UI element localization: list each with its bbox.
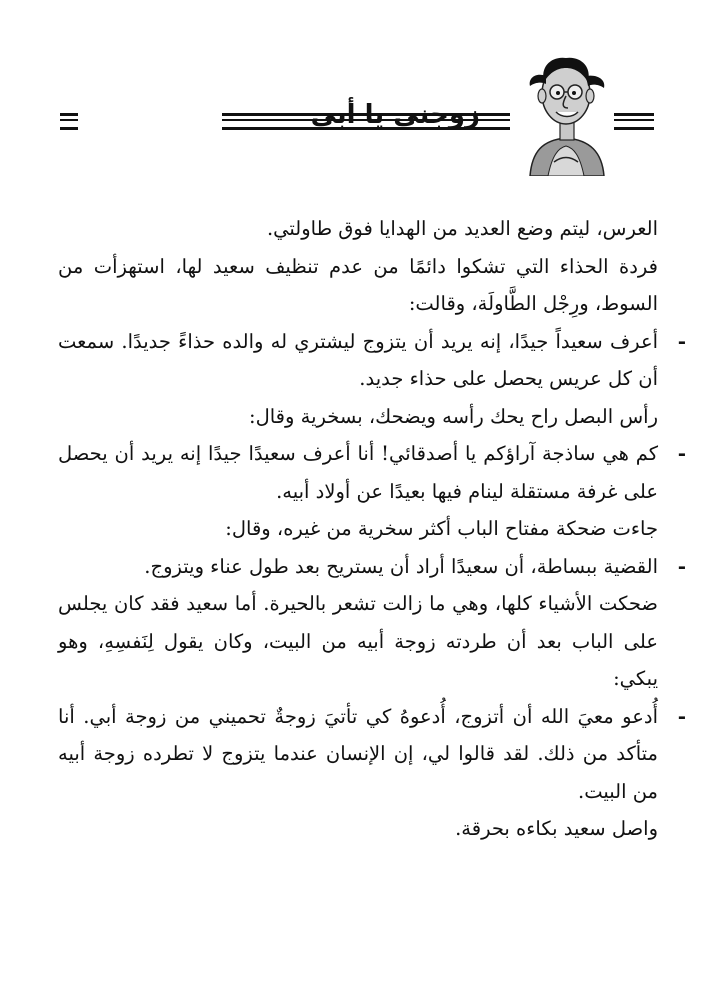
bullet-dash: - [677,553,686,578]
dialogue-item [58,435,686,510]
paragraph: رأس البصل راح يحك رأسه ويضحك، بسخرية وقال: [249,404,658,428]
cartoon-character-illustration [518,52,614,176]
paragraph: ضحكت الأشياء كلها، وهي ما زالت تشعر بالحيرة. أما سعيد فقد كان يجلس على الباب بعد أن طردته زوجة أبيه من البيت، وكان يقول لِنَفسِهِ، وهو يبكي: [58,592,658,690]
story-text [58,210,686,848]
header-rule-right [614,113,654,130]
page-header [0,0,720,200]
paragraph: واصل سعيد بكاءه بحرقة. [455,817,658,840]
dialogue-item [58,698,686,811]
dialogue-text: كم هي ساذجة آراؤكم يا أصدقائي! أنا أعرف سعيدًا جيدًا إنه يريد أن يحصل على غرفة مستقلة لينام فيها بعيدًا عن أولاد أبيه. [58,442,658,503]
bullet-dash: - [677,441,686,465]
dialogue-item [58,323,686,398]
dialogue-text: القضية ببساطة، أن سعيدًا أراد أن يستريح بعد طول عناء ويتزوج. [144,554,658,578]
dialogue-item [58,548,686,586]
dialogue-text: أُدعو معيَ الله أن أتزوج، أُدعوهُ كي تأتيَ زوجةٌ تحميني من زوجة أبي. أنا متأكد من ذلك. لقد قالوا لي، إن الإنسان عندما يتزوج لا تطرده زوجة أبيه من البيت. [58,704,658,803]
bullet-dash: - [677,703,686,728]
bullet-dash: - [677,328,686,353]
paragraph: جاءت ضحكة مفتاح الباب أكثر سخرية من غيره، وقال: [225,517,658,540]
header-rule-middle [222,113,510,130]
paragraph: العرس، ليتم وضع العديد من الهدايا فوق طاولتي. [266,217,658,240]
dialogue-text: أعرف سعيداً جيدًا، إنه يريد أن يتزوج ليشتري له والده حذاءً جديدًا. سمعت أن كل عريس يحصل على حذاء جديد. [58,329,658,390]
header-rule-left [60,113,78,130]
paragraph: فردة الحذاء التي تشكوا دائمًا من عدم تنظيف سعيد لها، استهزأت من السوط، ورِجْل الطَّاولَة، وقالت: [58,254,658,315]
page-title: زوجني يا أبي [310,100,480,130]
